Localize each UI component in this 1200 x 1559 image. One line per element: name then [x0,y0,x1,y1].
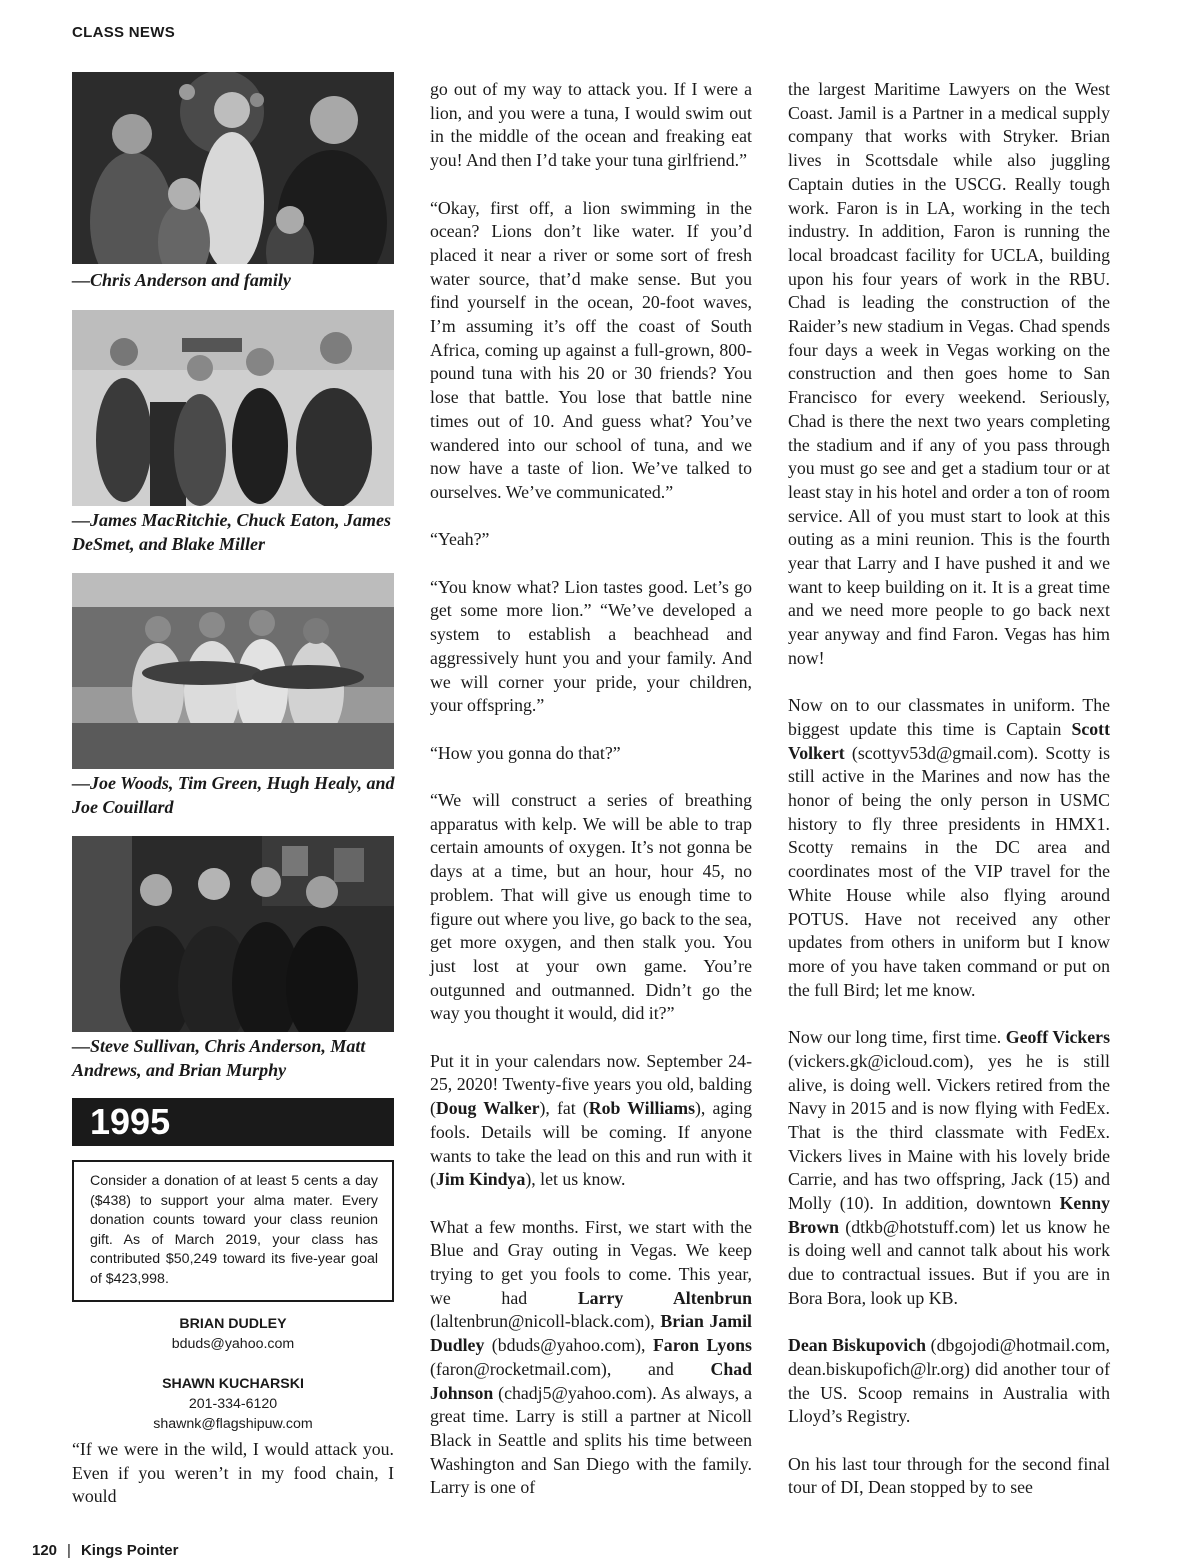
photo-family [72,72,394,264]
class-year-heading: 1995 [72,1098,394,1146]
paragraph: the largest Maritime Lawyers on the West Coast. Jamil is a Partner in a medical supply company that works with Stryker. Brian lives in Scottsdale while also juggling Captain duties in the USCG. Really tough work. Faron is in LA, working in the tech industry. In addition, Faron is running the local broadcast facility for UCLA, building upon his four years of work in the RBU. Chad is leading the construction of the Raider’s new stadium in Vegas. Chad spends four days a week in Vegas working on the construction and then goes home to San Francisco for every weekend. Seriously, Chad is there the next two years completing the stadium and if any of you pass through you must go see and get a stadium tour or at least stay in his hotel and order a ton of room service. All of you must start to look at this outing as a mini reunion. This is the fourth year that Larry and I have pushed it and we want to keep building on it. It is a great time and we need more people to go back next year anyway and find Faron. Vegas has him now! [788,79,1110,668]
classmate-name: Dean Biskupovich [788,1335,927,1356]
text: (vickers.gk@icloud.com), yes he is still alive, is doing well. Vickers retired from the Navy in 2015 and is now flying with FedEx. That is the third classmate with FedEx. Vickers lives in Maine with his lovely bride Carrie, and has two offspring, Jack (15) and Molly (10). In addition, downtown [788,1050,1110,1214]
paragraph: On his last tour through for the second final tour of DI, Dean stopped by to see [788,1453,1110,1498]
text: (chadj5@yahoo.com). As always, a great time. Larry is still a partner at Nicoll Black in Seattle and splits his time between Washington and San Diego with the family. Larry is one of [430,1382,752,1498]
paragraph: “We will construct a series of breathing apparatus with kelp. We will be able to trap certain amounts of oxygen. It’s not gonna be days at a time, but an hour, hour 45, no problem. That will give us enough time to figure out where you live, go back to the sea, get more oxygen, and then stalk you. You just lost at your own game. You’re outgunned and outmanned. Didn’t go the way you thought it would, did it?” [430,790,752,1024]
class-contact [72,1314,394,1354]
column-2 [430,78,752,1524]
text: ), aging fools. Details will be coming. If anyone wants to take the lead on this and run with it ( [430,1098,752,1190]
footer-separator: | [67,1542,71,1559]
paragraph: go out of my way to attack you. If I were a lion, and you were a tuna, I would swim out in the middle of the ocean and freaking eat you! And then I’d take your tuna girlfriend.” [430,79,752,171]
contact-email[interactable]: bduds@yahoo.com [171,1336,295,1352]
text: (laltenbrun@nicoll-black.com), [430,1311,661,1332]
classmate-name: Scott Volkert [788,718,1110,763]
classmate-name: Rob Williams [588,1098,696,1119]
photo-restaurant-group [72,836,394,1032]
contact-phone: 201-334-6120 [188,1396,278,1412]
classmate-name: Chad Johnson [430,1358,752,1403]
section-header: CLASS NEWS [72,24,176,41]
photo-caption: —James MacRitchie, Chuck Eaton, James DeSmet, and Blake Miller [72,510,392,554]
text: (bduds@yahoo.com), [484,1335,653,1356]
paragraph: “You know what? Lion tastes good. Let’s go get some more lion.” “We’ve developed a system to establish a beachhead and aggressively hunt you and your family. And we will corner your pride, your children, your offspring.” [430,576,752,716]
donation-box: Consider a donation of at least 5 cents a day ($438) to support your alma mater. Every donation counts toward your class reunion gift. As of March 2019, your class has contributed $50,249 toward its five-year goal of $423,998. [72,1160,394,1302]
paragraph [788,1026,1110,1310]
class-contact [72,1374,394,1434]
publication-name: Kings Pointer [80,1542,179,1559]
classmate-name: Larry Altenbrun [577,1287,752,1308]
classmate-name: Geoff Vickers [1005,1027,1110,1048]
text: ), let us know. [525,1169,626,1190]
text: (dbgojodi@hotmail.com, dean.biskupofich@lr.org) did another tour of the US. Scoop remains in Australia with Lloyd’s Registry. [788,1335,1110,1427]
paragraph [788,694,1110,1002]
text: (scottyv53d@gmail.com). Scotty is still active in the Marines and now has the honor of being the only person in USMC history to fly three presidents in HMX1. Scotty remains in the DC area and coordinates most of the VIP travel for the White House while also flying around POTUS. Have not received any other updates from others in uniform but I know more of you have taken command or put on the full Bird; let me know. [788,742,1110,1000]
text: What a few months. First, we start with the Blue and Gray outing in Vegas. We keep trying to get you fools to come. This year, we had [430,1216,752,1308]
photo-caption: —Steve Sullivan, Chris Anderson, Matt Andrews, and Brian Murphy [72,1036,366,1080]
photo-fishing-group [72,573,394,769]
classmate-name: Faron Lyons [652,1335,752,1356]
page-number: 120 [32,1542,58,1559]
classmate-name: Jim Kindya [435,1169,526,1190]
paragraph: “How you gonna do that?” [430,742,621,763]
paragraph [430,1050,752,1192]
paragraph [430,1216,752,1500]
photo-ski-group [72,310,394,506]
column-3 [788,78,1110,1524]
text: Now on to our classmates in uniform. The biggest update this time is Captain [788,695,1110,739]
paragraph: “Yeah?” [430,529,490,550]
text: Now our long time, first time. [788,1027,1006,1048]
text: (dtkb@hotstuff.com) let us know he is doing well and cannot talk about his work due to contractual issues. But if you are in Bora Bora, look up KB. [788,1216,1110,1308]
photo-caption: —Joe Woods, Tim Green, Hugh Healy, and Joe Couillard [72,773,395,817]
contact-email[interactable]: shawnk@flagshipuw.com [153,1416,313,1432]
photo-caption: —Chris Anderson and family [72,270,291,290]
page-footer [32,1542,178,1559]
paragraph [788,1334,1110,1429]
classmate-name: Brian Jamil Dudley [430,1311,752,1356]
contact-name: SHAWN KUCHARSKI [162,1376,304,1392]
contact-name: BRIAN DUDLEY [179,1316,287,1332]
column1-text: “If we were in the wild, I would attack you. Even if you weren’t in my food chain, I would [72,1439,394,1507]
text: ), fat ( [539,1098,589,1119]
paragraph: “Okay, first off, a lion swimming in the ocean? Lions don’t like water. If you’d placed it near a river or some sort of fresh water source, that’d make sense. But you find yourself in the ocean, 20-foot waves, I’m assuming it’s off the coast of South Africa, coming up against a full-grown, 800-pound tuna with his 20 or 30 friends? You lose that battle. You lose that battle nine times out of 10. And guess what? You’ve wandered into our school of tuna, and we now have a taste of lion. We’ve talked to ourselves. We’ve communicated.” [430,197,752,502]
text: (faron@rocketmail.com), and [430,1358,711,1379]
text: Put it in your calendars now. September 24-25, 2020! Twenty-five years you old, balding ( [430,1050,752,1119]
classmate-name: Doug Walker [435,1098,540,1119]
classmate-name: Kenny Brown [788,1193,1110,1237]
